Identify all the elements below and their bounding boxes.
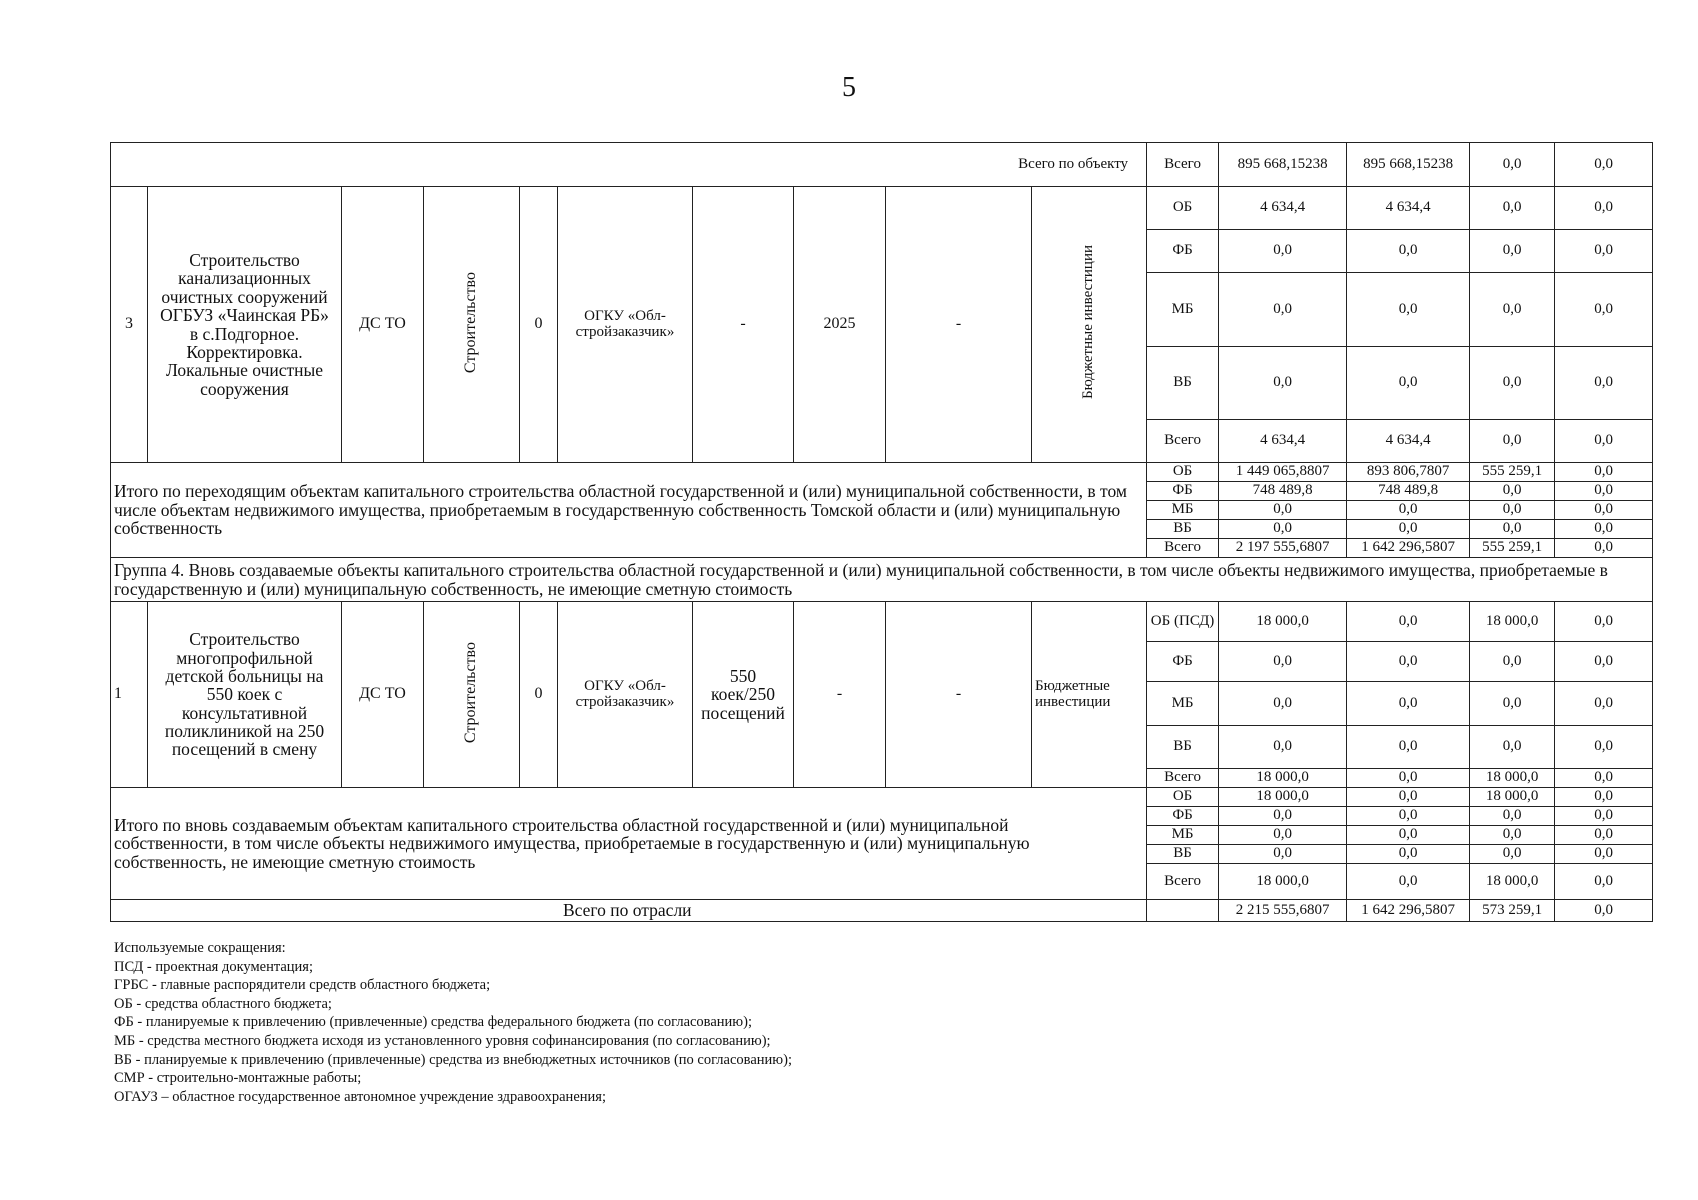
object3-row-ob: [111, 187, 1653, 230]
value-cell: 18 000,0: [1219, 769, 1347, 788]
value-cell: 0,0: [1555, 682, 1653, 726]
value-cell: 0,0: [1555, 347, 1653, 420]
group4-header: Группа 4. Вновь создаваемые объекты капитального строительства областной государственной и (или) муниципальной собственности, в том числе объекты недвижимого имущества, приобретаемые в государственную и (или) муниципальную собственность, не имеющие сметную стоимость: [111, 558, 1653, 602]
value-cell: 0,0: [1555, 539, 1653, 558]
value-cell: 0,0: [1555, 230, 1653, 273]
value-cell: 2 215 555,6807: [1219, 900, 1347, 922]
transit-total-row-ob: [111, 463, 1653, 482]
value-cell: 0,0: [1555, 143, 1653, 187]
note-line: Используемые сокращения:: [114, 940, 286, 956]
note-line: МБ - средства местного бюджета исходя из установленного уровня софинансирования (по согласованию);: [114, 1032, 771, 1049]
value-cell: 0,0: [1555, 642, 1653, 682]
value-cell: 0,0: [1347, 788, 1470, 807]
dash-cell: -: [886, 602, 1032, 788]
value-cell: 4 634,4: [1347, 420, 1470, 463]
row-label: ВБ: [1147, 347, 1219, 420]
row-label: МБ: [1147, 682, 1219, 726]
value-cell: 0,0: [1470, 187, 1555, 230]
note-line: ФБ - планируемые к привлечению (привлеченные) средства федерального бюджета (по согласованию);: [114, 1014, 752, 1031]
row-label: МБ: [1147, 501, 1219, 520]
customer-cell: ОГКУ «Обл- стройзаказчик»: [558, 602, 693, 788]
value-cell: 0,0: [1347, 826, 1470, 845]
value-cell: 0,0: [1347, 642, 1470, 682]
row-label: Всего: [1147, 539, 1219, 558]
work-type-cell: Строительство: [424, 187, 520, 463]
object-number: 3: [111, 187, 148, 463]
value-cell: 0,0: [1347, 273, 1470, 347]
value-cell: 0,0: [1555, 420, 1653, 463]
note-line: ПСД - проектная документация;: [114, 958, 314, 975]
value-cell: 0,0: [1219, 501, 1347, 520]
customer-cell: ОГКУ «Обл- стройзаказчик»: [558, 187, 693, 463]
value-cell: 0,0: [1470, 482, 1555, 501]
row-label: ФБ: [1147, 230, 1219, 273]
grbs-cell: ДС ТО: [342, 602, 424, 788]
year-cell: 2025: [794, 187, 886, 463]
value-cell: 0,0: [1555, 769, 1653, 788]
object-total-row: [111, 143, 1653, 187]
industry-total-row: [111, 900, 1653, 922]
work-type-cell: Строительство: [424, 602, 520, 788]
row-label: МБ: [1147, 273, 1219, 347]
value-cell: 555 259,1: [1470, 463, 1555, 482]
value-cell: 0,0: [1347, 347, 1470, 420]
value-cell: 748 489,8: [1219, 482, 1347, 501]
row-label: ВБ: [1147, 726, 1219, 769]
value-cell: 0,0: [1555, 900, 1653, 922]
value-cell: 0,0: [1219, 826, 1347, 845]
value-cell: 0,0: [1219, 845, 1347, 864]
value-cell: 0,0: [1219, 520, 1347, 539]
value-cell: 895 668,15238: [1219, 143, 1347, 187]
row-label: ВБ: [1147, 845, 1219, 864]
value-cell: 0,0: [1347, 864, 1470, 900]
object-total-label: Всего по объекту: [111, 143, 1147, 187]
value-cell: 0,0: [1347, 682, 1470, 726]
value-cell: 0,0: [1470, 682, 1555, 726]
value-cell: 0,0: [1470, 420, 1555, 463]
value-cell: 0,0: [1555, 845, 1653, 864]
value-cell: 4 634,4: [1219, 187, 1347, 230]
value-cell: 0,0: [1347, 726, 1470, 769]
value-cell: 0,0: [1219, 682, 1347, 726]
value-cell: 0,0: [1347, 769, 1470, 788]
value-cell: 18 000,0: [1470, 788, 1555, 807]
value-cell: 18 000,0: [1219, 602, 1347, 642]
grbs-cell: ДС ТО: [342, 187, 424, 463]
row-label: ФБ: [1147, 482, 1219, 501]
new-total-label: Итого по вновь создаваемым объектам капитального строительства областной государственной и (или) муниципальной собственности, в том числе объекты недвижимого имущества, приобретаемые в государственную и (или) муниципальную собственность, не имеющие сметную стоимость: [111, 788, 1147, 900]
investment-type-cell: Бюджетные инвестиции: [1032, 602, 1147, 788]
value-cell: 0,0: [1470, 642, 1555, 682]
value-cell: 0,0: [1347, 230, 1470, 273]
value-cell: 18 000,0: [1470, 769, 1555, 788]
value-cell: 555 259,1: [1470, 539, 1555, 558]
value-cell: 0,0: [1470, 520, 1555, 539]
group4-header-row: [111, 558, 1653, 602]
zero-cell: 0: [520, 602, 558, 788]
value-cell: 18 000,0: [1470, 864, 1555, 900]
value-cell: 0,0: [1470, 826, 1555, 845]
row-label: Всего: [1147, 143, 1219, 187]
value-cell: 0,0: [1555, 602, 1653, 642]
value-cell: 0,0: [1470, 501, 1555, 520]
row-label: ФБ: [1147, 642, 1219, 682]
transit-total-label: Итого по переходящим объектам капитального строительства областной государственной и (или) муниципальной собственности, в том числе объектам недвижимого имущества, приобретаемым в государственную собственность Томской области и (или) муниципальную собственность: [111, 463, 1147, 558]
value-cell: 0,0: [1470, 143, 1555, 187]
value-cell: 1 642 296,5807: [1347, 900, 1470, 922]
value-cell: 0,0: [1470, 726, 1555, 769]
value-cell: 4 634,4: [1219, 420, 1347, 463]
value-cell: 0,0: [1470, 807, 1555, 826]
value-cell: 0,0: [1555, 826, 1653, 845]
value-cell: 0,0: [1347, 520, 1470, 539]
row-label: ОБ: [1147, 187, 1219, 230]
capacity-cell: 550 коек/250 посещений: [693, 602, 794, 788]
row-label: Всего: [1147, 769, 1219, 788]
value-cell: 895 668,15238: [1347, 143, 1470, 187]
value-cell: 0,0: [1470, 845, 1555, 864]
dash-cell: -: [886, 187, 1032, 463]
value-cell: 18 000,0: [1219, 788, 1347, 807]
value-cell: 18 000,0: [1470, 602, 1555, 642]
value-cell: 0,0: [1219, 726, 1347, 769]
object-name: Строительство многопрофильной детской больницы на 550 коек с консультативной поликлиникой на 250 посещений в смену: [148, 602, 342, 788]
note-line: ОГАУЗ – областное государственное автономное учреждение здравоохранения;: [114, 1088, 606, 1105]
value-cell: 573 259,1: [1470, 900, 1555, 922]
value-cell: 893 806,7807: [1347, 463, 1470, 482]
value-cell: 0,0: [1555, 864, 1653, 900]
value-cell: 0,0: [1555, 187, 1653, 230]
value-cell: 18 000,0: [1219, 864, 1347, 900]
value-cell: 0,0: [1219, 273, 1347, 347]
value-cell: 0,0: [1347, 602, 1470, 642]
value-cell: 0,0: [1219, 807, 1347, 826]
value-cell: 0,0: [1470, 230, 1555, 273]
abbreviations-notes: [114, 939, 792, 1106]
value-cell: 0,0: [1555, 482, 1653, 501]
new-total-row-ob: [111, 788, 1653, 807]
value-cell: 0,0: [1347, 845, 1470, 864]
value-cell: 1 449 065,8807: [1219, 463, 1347, 482]
value-cell: 0,0: [1555, 273, 1653, 347]
row-label: Всего: [1147, 420, 1219, 463]
value-cell: 748 489,8: [1347, 482, 1470, 501]
row-label: ВБ: [1147, 520, 1219, 539]
value-cell: 1 642 296,5807: [1347, 539, 1470, 558]
value-cell: 0,0: [1219, 230, 1347, 273]
row-label: ОБ: [1147, 788, 1219, 807]
value-cell: 0,0: [1470, 347, 1555, 420]
investment-type-cell: Бюджетные инвестиции: [1032, 187, 1147, 463]
value-cell: 0,0: [1347, 807, 1470, 826]
row-label: ОБ: [1147, 463, 1219, 482]
value-cell: 0,0: [1470, 273, 1555, 347]
budget-table: [110, 142, 1653, 922]
note-line: ОБ - средства областного бюджета;: [114, 995, 332, 1012]
value-cell: 0,0: [1555, 463, 1653, 482]
value-cell: 0,0: [1555, 788, 1653, 807]
industry-total-label: Всего по отрасли: [111, 900, 1147, 922]
capacity-cell: -: [693, 187, 794, 463]
row-label: ОБ (ПСД): [1147, 602, 1219, 642]
value-cell: 0,0: [1219, 347, 1347, 420]
row-label: ФБ: [1147, 807, 1219, 826]
value-cell: 0,0: [1555, 520, 1653, 539]
value-cell: 0,0: [1219, 642, 1347, 682]
row-label: Всего: [1147, 864, 1219, 900]
dash-cell: -: [794, 602, 886, 788]
object1-row-ob: [111, 602, 1653, 642]
row-label: МБ: [1147, 826, 1219, 845]
value-cell: 0,0: [1555, 807, 1653, 826]
row-label-empty: [1147, 900, 1219, 922]
zero-cell: 0: [520, 187, 558, 463]
value-cell: 4 634,4: [1347, 187, 1470, 230]
object-number: 1: [111, 602, 148, 788]
note-line: ВБ - планируемые к привлечению (привлеченные) средства из внебюджетных источников (по согласованию);: [114, 1051, 792, 1068]
page-number: 5: [842, 72, 856, 103]
note-line: СМР - строительно-монтажные работы;: [114, 1070, 362, 1087]
value-cell: 0,0: [1555, 726, 1653, 769]
value-cell: 0,0: [1347, 501, 1470, 520]
note-line: ГРБС - главные распорядители средств областного бюджета;: [114, 977, 491, 994]
object-name: Строительство канализационных очистных сооружений ОГБУЗ «Чаинская РБ» в с.Подгорное. Корректировка. Локальные очистные сооружения: [148, 187, 342, 463]
value-cell: 2 197 555,6807: [1219, 539, 1347, 558]
value-cell: 0,0: [1555, 501, 1653, 520]
